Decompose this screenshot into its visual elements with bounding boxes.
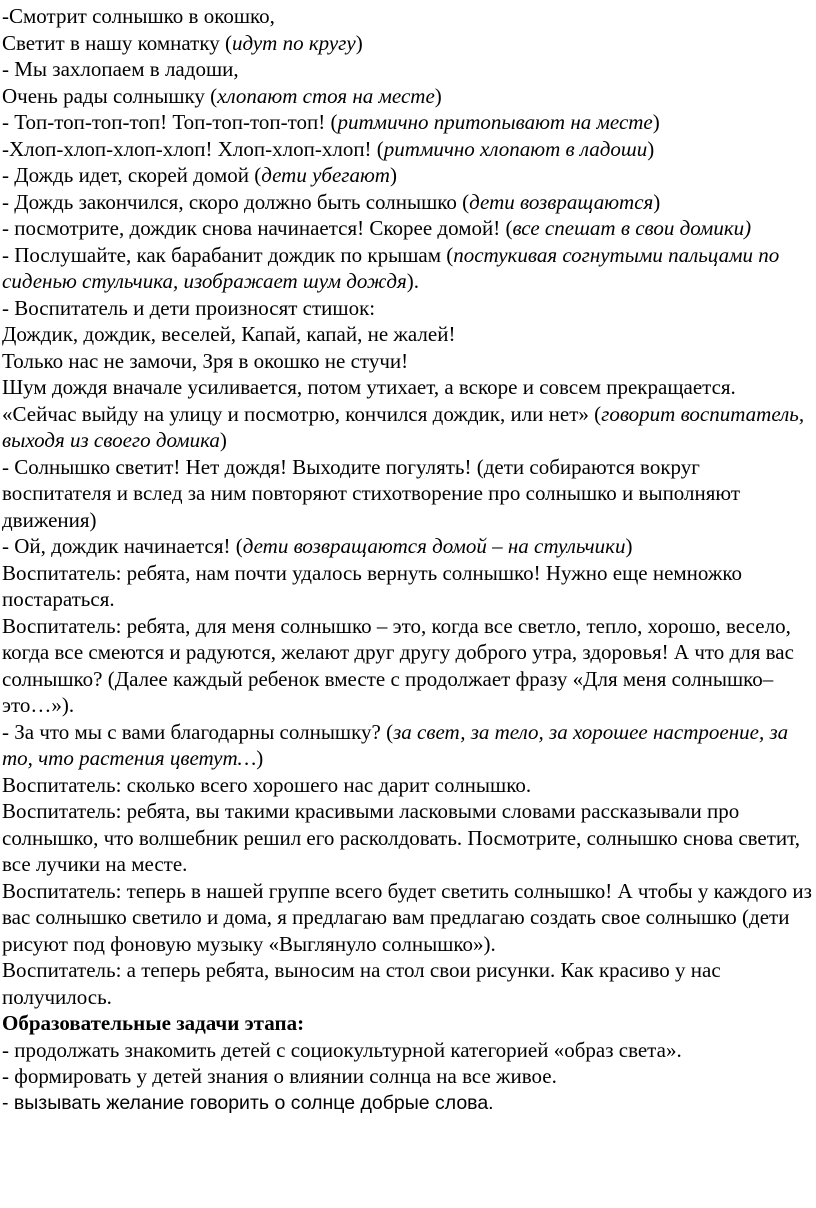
- text-paragraph: [2, 772, 812, 799]
- italic-remark: дети возвращаются домой – на стульчики: [242, 534, 626, 558]
- text-paragraph: [2, 30, 812, 57]
- text-segment: Воспитатель: ребята, нам почти удалось вернуть солнышко! Нужно еще немножко постараться.: [2, 560, 743, 611]
- text-segment: Воспитатель: сколько всего хорошего нас дарит солнышко.: [2, 772, 532, 797]
- text-paragraph: [2, 162, 812, 189]
- document-body: [2, 3, 812, 1010]
- text-segment: ): [256, 746, 264, 770]
- text-segment: ): [652, 110, 660, 134]
- italic-remark: дети убегают: [261, 163, 390, 187]
- text-paragraph: [2, 878, 812, 958]
- text-segment: - Солнышко светит! Нет дождя! Выходите погулять! (дети собираются вокруг воспитателя и вслед за ним повторяют стихотворение про солнышко и выполняют движения): [2, 454, 740, 532]
- text-segment: «Сейчас выйду на улицу и посмотрю, кончился дождик, или нет» (: [2, 401, 602, 426]
- text-paragraph: [2, 321, 812, 348]
- italic-remark: дети возвращаются: [469, 189, 654, 214]
- text-paragraph: [2, 533, 812, 560]
- text-segment: Очень рады солнышку (: [2, 83, 218, 108]
- task-item: - продолжать знакомить детей с социокультурной категорией «образ света».: [2, 1037, 682, 1062]
- text-segment: - Дождь идет, скорей домой (: [2, 163, 262, 187]
- text-segment: - Послушайте, как барабанит дождик по крышам (: [2, 242, 454, 267]
- text-segment: - Дождь закончился, скоро должно быть солнышко (: [2, 189, 470, 214]
- section-heading: Образовательные задачи этапа:: [2, 1011, 305, 1035]
- text-paragraph: [2, 798, 812, 878]
- text-segment: ): [625, 534, 633, 558]
- italic-remark: говорит воспитатель, выходя из своего домика: [2, 401, 805, 452]
- text-paragraph: [2, 242, 812, 295]
- text-segment: -Смотрит солнышко в окошко,: [2, 4, 275, 28]
- text-segment: Воспитатель: ребята, вы такими красивыми ласковыми словами рассказывали про солнышко, что волшебник решил его расколдовать. Посмотрите, солнышко снова светит, все лучики на месте.: [2, 799, 801, 876]
- text-paragraph: [2, 613, 812, 719]
- text-segment: Воспитатель: а теперь ребята, выносим на стол свои рисунки. Как красиво у нас получилось.: [2, 958, 721, 1009]
- text-paragraph: [2, 189, 812, 216]
- italic-remark: постукивая согнутыми пальцами по сиденью стульчика, изображает шум дождя: [2, 242, 780, 293]
- text-paragraph: [2, 83, 812, 110]
- italic-remark: за свет, за тело, за хорошее настроение, за то, что растения цветут…: [2, 719, 789, 770]
- text-paragraph: [2, 454, 812, 534]
- text-segment: - Топ-топ-топ-топ! Топ-топ-топ-топ! (: [2, 110, 338, 134]
- italic-remark: хлопают стоя на месте: [217, 83, 435, 108]
- text-segment: Дождик, дождик, веселей, Капай, капай, не жалей!: [2, 322, 456, 346]
- text-segment: Светит в нашу комнатку (: [2, 30, 232, 55]
- text-segment: Шум дождя вначале усиливается, потом утихает, а вскоре и совсем прекращается.: [2, 375, 736, 399]
- text-paragraph: [2, 215, 812, 242]
- text-segment: -Хлоп-хлоп-хлоп-хлоп! Хлоп-хлоп-хлоп! (: [2, 136, 384, 161]
- text-paragraph: [2, 136, 812, 163]
- text-paragraph: [2, 374, 812, 401]
- text-segment: - Мы захлопаем в ладоши,: [2, 57, 239, 81]
- text-segment: ): [355, 30, 363, 55]
- text-segment: ).: [406, 269, 419, 293]
- text-paragraph: [2, 719, 812, 772]
- text-paragraph: [2, 957, 812, 1010]
- task-item: - формировать у детей знания о влиянии солнца на все живое.: [2, 1064, 557, 1088]
- text-paragraph: [2, 56, 812, 83]
- text-paragraph: [2, 109, 812, 136]
- task-item: - вызывать желание говорить о солнце добрые слова.: [2, 1091, 494, 1114]
- italic-remark: все спешат в свои домики): [512, 216, 752, 240]
- text-segment: - За что мы с вами благодарны солнышку? (: [2, 719, 394, 744]
- text-paragraph: [2, 348, 812, 375]
- text-segment: Только нас не замочи, Зря в окошко не стучи!: [2, 348, 409, 373]
- italic-remark: ритмично хлопают в ладоши: [383, 136, 648, 161]
- text-paragraph: [2, 3, 812, 30]
- text-paragraph: [2, 401, 812, 454]
- text-paragraph: [2, 560, 812, 613]
- text-segment: ): [219, 428, 227, 452]
- text-segment: - посмотрите, дождик снова начинается! Скорее домой! (: [2, 216, 513, 240]
- text-segment: - Ой, дождик начинается! (: [2, 534, 243, 558]
- text-paragraph: [2, 295, 812, 322]
- italic-remark: идут по кругу: [231, 30, 356, 55]
- text-segment: Воспитатель: теперь в нашей группе всего будет светить солнышко! А чтобы у каждого из вас солнышко светило и дома, я предлагаю вам предлагаю создать свое солнышко (дети рисуют под фоновую музыку «Выглянуло солнышко»).: [2, 878, 812, 956]
- text-segment: - Воспитатель и дети произносят стишок:: [2, 295, 376, 320]
- text-segment: ): [647, 136, 655, 161]
- text-segment: ): [653, 189, 661, 214]
- text-segment: Воспитатель: ребята, для меня солнышко – это, когда все светло, тепло, хорошо, весело, когда все смеются и радуются, желают друг другу доброго утра, здоровья! А что для вас солнышко? (Далее каждый ребенок вместе с продолжает фразу «Для меня солнышко– это…»).: [2, 613, 794, 717]
- text-segment: ): [434, 83, 442, 108]
- text-segment: ): [389, 163, 397, 187]
- italic-remark: ритмично притопывают на месте: [337, 110, 653, 134]
